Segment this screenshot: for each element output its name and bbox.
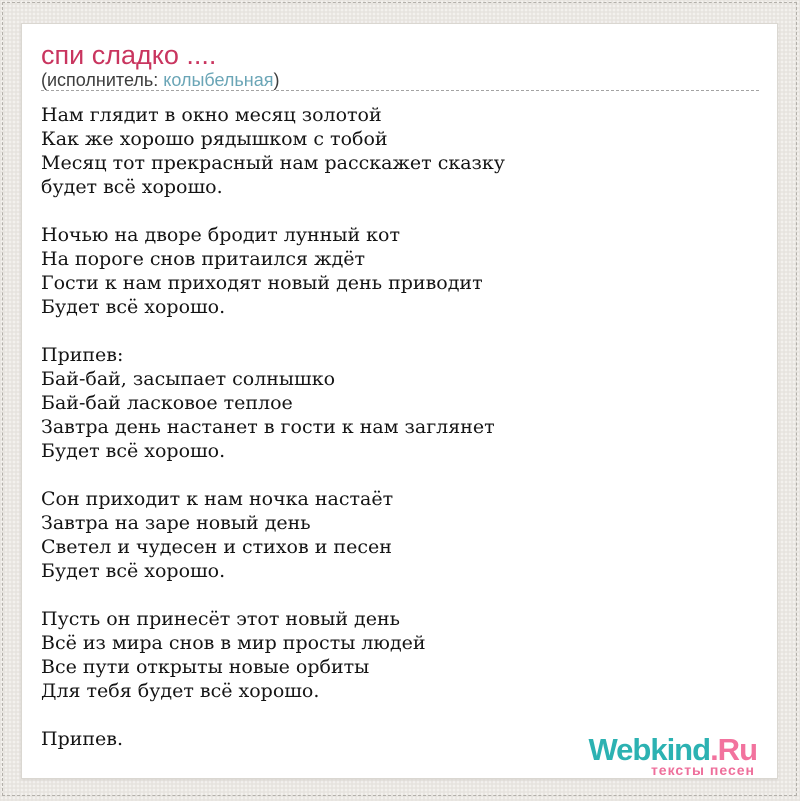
artist-line <box>41 71 759 90</box>
stanza-4: Сон приходит к нам ночка настаёт Завтра на заре новый день Светел и чудесен и стихов и песен Будет всё хорошо. <box>41 488 394 582</box>
stanza-2: Ночью на дворе бродит лунный кот На пороге снов притаился ждёт Гости к нам приходят новый день приводит Будет всё хорошо. <box>41 224 483 318</box>
artist-label: (исполнитель: <box>41 70 164 90</box>
song-header <box>41 40 759 91</box>
site-logo-wordmark <box>588 732 757 767</box>
stanza-1: Нам глядит в окно месяц золотой Как же хорошо рядышком с тобой Месяц тот прекрасный нам расскажет сказку будет всё хорошо. <box>41 104 505 198</box>
logo-tagline: тексты песен <box>650 762 755 778</box>
lyrics <box>41 103 759 751</box>
logo-webkind-text: Webkind <box>588 732 711 767</box>
artist-link[interactable]: колыбельная <box>163 70 274 90</box>
stanza-6: Припев. <box>41 728 124 750</box>
site-logo[interactable] <box>588 732 757 778</box>
song-title: спи сладко .... <box>41 40 217 70</box>
stanza-3: Припев: Бай-бай, засыпает солнышко Бай-бай ласковое теплое Завтра день настанет в гости к нам заглянет Будет всё хорошо. <box>41 344 495 462</box>
lyrics-page-panel <box>21 23 778 779</box>
logo-ru-text: .Ru <box>710 732 757 767</box>
stanza-5: Пусть он принесёт этот новый день Всё из мира снов в мир просты людей Все пути открыты новые орбиты Для тебя будет всё хорошо. <box>41 608 426 702</box>
artist-suffix: ) <box>273 70 280 90</box>
